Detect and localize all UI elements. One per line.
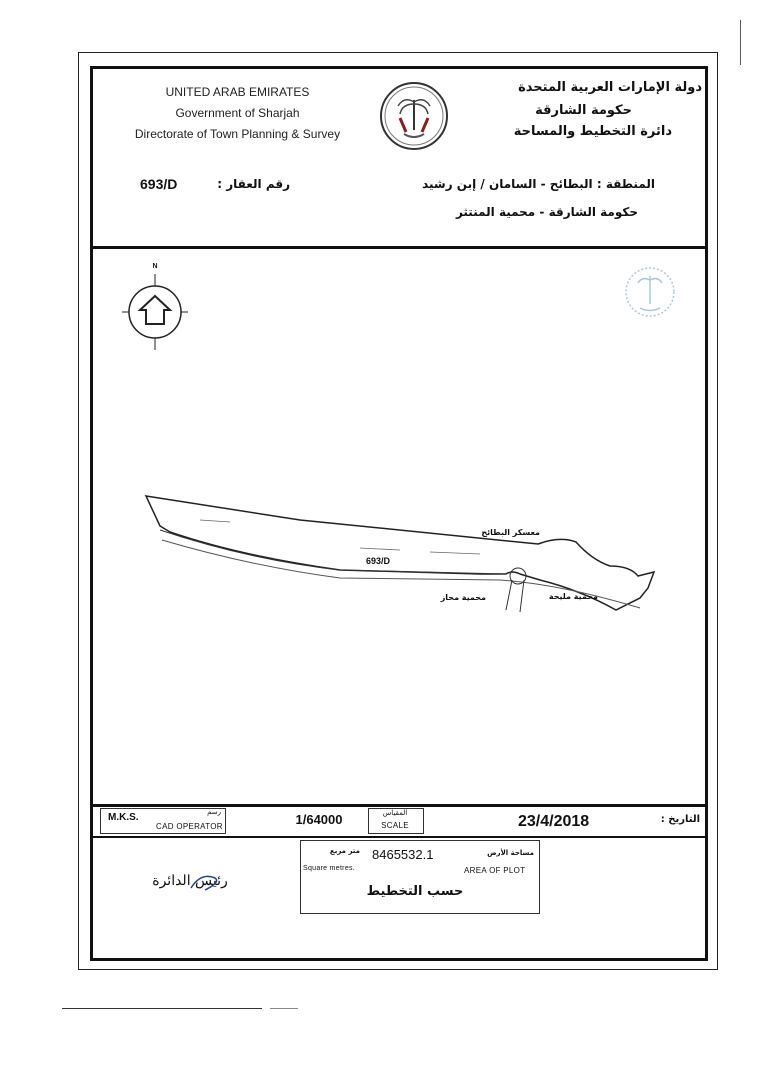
map-camp-label: معسكر البطائح — [481, 528, 540, 537]
map-reserve-1-label: محمية محاز — [440, 593, 486, 602]
header-ar-line2: حكومة الشارقة — [535, 103, 632, 118]
scale-label-ar: المقياس — [382, 809, 408, 817]
header-ar-line3: دائرة التخطيط والمساحة — [513, 124, 672, 139]
header-en-line1: UNITED ARAB EMIRATES — [165, 85, 310, 99]
area-label-en: AREA OF PLOT — [464, 866, 526, 875]
header-divider — [90, 246, 708, 249]
scale-value: 1/64000 — [295, 812, 343, 827]
area-label-ar: مساحة الأرض — [487, 849, 534, 857]
mks-label: M.K.S. — [108, 812, 139, 823]
plot-area-label: المنطقة : البطائح - السامان / إبن رشيد — [422, 177, 655, 191]
bottom-rule-short — [270, 1008, 298, 1009]
scale-label-en: SCALE — [381, 821, 409, 830]
footer-divider-mid — [90, 836, 708, 838]
map-plot-label: 693/D — [366, 556, 391, 566]
director-signature: رئيس الدائرة — [152, 873, 228, 889]
plot-number-label: رقم العقار : — [217, 177, 290, 191]
header-ar-line1: دولة الإمارات العربية المتحدة — [518, 80, 702, 95]
date-label: التاريخ : — [660, 814, 700, 825]
header-en-line2: Government of Sharjah — [175, 106, 300, 120]
area-unit-ar: متر مربع — [329, 847, 360, 855]
watermark-emblem-icon — [622, 264, 678, 320]
area-unit-en: Square metres. — [303, 865, 356, 872]
bottom-rule — [62, 1008, 262, 1009]
plot-number: 693/D — [140, 176, 178, 192]
sharjah-emblem-icon — [378, 80, 450, 152]
map-reserve-2-label: محمية مليحة — [548, 592, 598, 601]
planning-note: حسب التخطيط — [366, 884, 464, 899]
north-label: N — [152, 263, 158, 270]
drawn-by-label: رسم — [207, 808, 221, 816]
signature-stroke-icon — [185, 868, 225, 898]
footer-divider-top — [90, 804, 708, 807]
header-en-line3: Directorate of Town Planning & Survey — [134, 127, 341, 141]
date-value: 23/4/2018 — [518, 813, 590, 830]
cad-operator-label: CAD OPERATOR — [156, 822, 223, 831]
north-arrow-icon — [120, 262, 190, 354]
plot-sub-area: حكومة الشارقة - محمية المنتثر — [455, 205, 638, 219]
page-edge-mark — [740, 20, 741, 65]
area-value: 8465532.1 — [372, 847, 434, 862]
